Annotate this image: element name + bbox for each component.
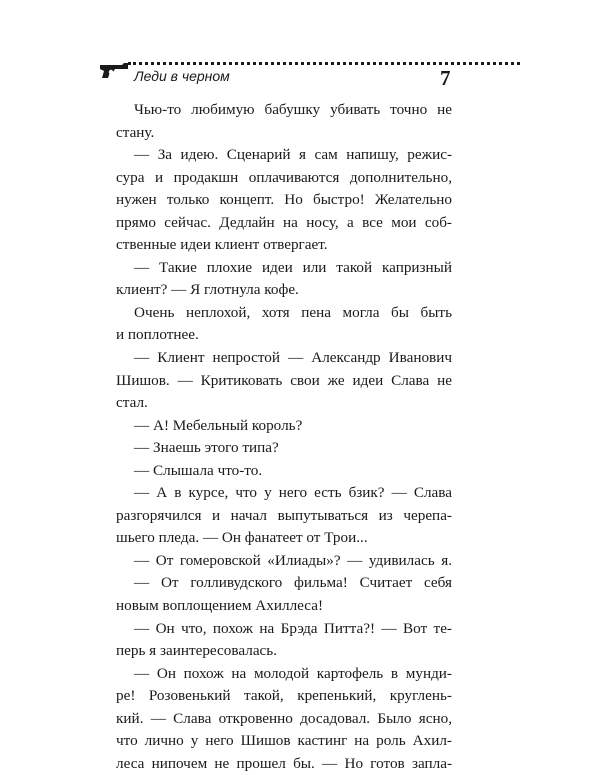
body-text <box>116 99 452 775</box>
text-line: что лично у него Шишов кастинг на роль Ахил- <box>116 732 452 750</box>
text-line: Чью-то любимую бабушку убивать точно не <box>134 101 452 118</box>
text-line: перь я заинтересовалась. <box>116 642 278 660</box>
text-line: и поплотнее. <box>116 326 199 344</box>
text-line: — А! Мебельный король? <box>134 416 303 434</box>
text-line: — Он похож на молодой картофель в мунди- <box>134 664 452 682</box>
text-line: леса нипочем не прошел бы. — Но готов запла- <box>116 754 452 772</box>
text-line: — Знаешь этого типа? <box>134 439 279 457</box>
running-header <box>98 54 458 90</box>
text-line: прямо сейчас. Дедлайн на носу, а все мои соб- <box>116 213 452 231</box>
text-line: — Слышала что-то. <box>134 461 263 479</box>
pistol-icon <box>98 60 132 80</box>
text-line: — А в курсе, что у него есть бзик? — Слава <box>134 484 452 502</box>
text-line: — От гомеровской «Илиады»? — удивилась я. <box>134 551 452 569</box>
text-line: нужен только концепт. Но быстро! Желательно <box>116 191 452 209</box>
page-number: 7 <box>440 66 451 90</box>
text-line: — От голливудского фильма! Считает себя <box>134 574 452 592</box>
text-line: клиент? — Я глотнула кофе. <box>116 281 299 299</box>
text-line: разгорячился и начал выпутываться из черепа- <box>116 506 452 524</box>
dotted-divider <box>128 62 520 65</box>
text-line: ре! Розовенький такой, крепенький, круглень- <box>116 687 452 705</box>
text-line: — Он что, похож на Брэда Питта?! — Вот те- <box>134 619 452 637</box>
text-line: сура и продакшн оплачиваются дополнительно, <box>116 168 452 186</box>
text-line: ственные идеи клиент отвергает. <box>116 236 328 254</box>
text-line: новым воплощением Ахиллеса! <box>116 597 323 615</box>
text-line: стал. <box>116 394 148 412</box>
text-line: — Клиент непростой — Александр Иванович <box>134 349 452 367</box>
running-title: Леди в черном <box>134 68 230 84</box>
text-line: — Такие плохие идеи или такой капризный <box>134 258 452 276</box>
text-line: Очень неплохой, хотя пена могла бы быть <box>134 303 452 321</box>
text-line: шьего пледа. — Он фанатеет от Трои... <box>116 529 368 547</box>
text-line: стану. <box>116 123 155 141</box>
text-line: кий. — Слава откровенно досадовал. Было ясно, <box>116 709 452 727</box>
text-line: Шишов. — Критиковать свои же идеи Слава не <box>116 371 452 389</box>
text-line: — За идею. Сценарий я сам напишу, режис- <box>134 146 452 164</box>
